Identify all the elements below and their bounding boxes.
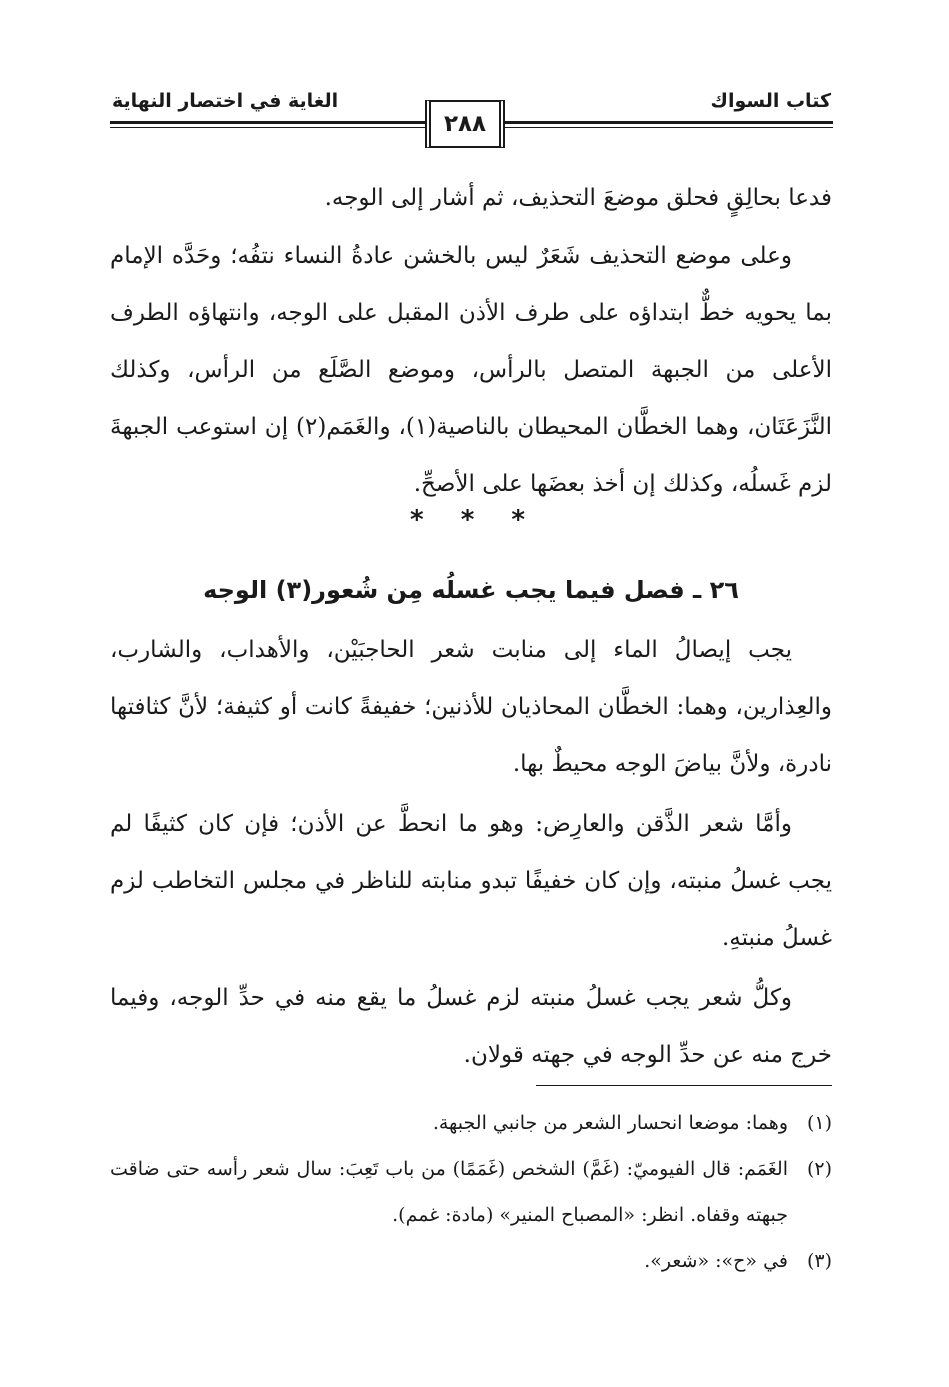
paragraph-1 [110, 170, 832, 227]
paragraph-text: وأمَّا شعر الذَّقن والعارِض: وهو ما انحطَّ عن الأذن؛ فإن كان كثيفًا لم يجب غسلُ منبته، وإن كان خفيفًا تبدو منابته للناظر في مجلس التخاطب لزم غسلُ منبتهِ. [110, 811, 832, 951]
paragraph-3 [110, 622, 832, 793]
paragraph-text: وعلى موضع التحذيف شَعَرٌ ليس بالخشن عادةُ النساء نتفُه؛ وحَدَّه الإمام بما يحويه خطٌّ ابتداؤه على طرف الأذن المقبل على الوجه، وانتهاؤه الطرف الأعلى من الجبهة المتصل بالرأس، وموضع الصَّلَع من الرأس، وكذلك النَّزَعَتَان، وهما الخطَّان المحيطان بالناصية(١)، والغَمَم(٢) إن استوعب الجبهةَ لزم غَسلُه، وكذلك إن أخذ بعضَها على الأصحِّ. [110, 243, 833, 497]
section-separator-stars: * * * [410, 505, 539, 535]
footnote-text: وهما: موضعا انحسار الشعر من جانبي الجبهة. [432, 1112, 788, 1134]
running-header-work-title: الغاية في اختصار النهاية [112, 90, 339, 112]
footnotes [110, 1100, 832, 1284]
paragraph-5 [110, 970, 832, 1084]
footnote-1 [110, 1100, 832, 1146]
footnote-number: (٢) [806, 1158, 832, 1180]
footnote-text: الغَمَم: قال الفيوميّ: (غَمَّ) الشخص (غَمَمًا) من باب تَعِبَ: سال شعر رأسه حتى ضاقت جبهته وقفاه. انظر: «المصباح المنير» (مادة: غمم). [110, 1158, 788, 1226]
page-number: ٢٨٨ [443, 111, 487, 137]
paragraph-4 [110, 796, 832, 967]
section-heading: ٢٦ ـ فصل فيما يجب غسلُه مِن شُعور(٣) الوجه [203, 576, 739, 604]
page-number-frame [425, 100, 505, 148]
running-header-book-title: كتاب السواك [710, 90, 831, 112]
paragraph-text: وكلُّ شعر يجب غسلُ منبته لزم غسلُ ما يقع منه في حدِّ الوجه، وفيما خرج منه عن حدِّ الوجه في جهته قولان. [110, 985, 832, 1068]
paragraph-2 [110, 228, 832, 513]
paragraph-text: فدعا بحالِقٍ فحلق موضعَ التحذيف، ثم أشار إلى الوجه. [324, 185, 832, 211]
footnote-2 [110, 1146, 832, 1238]
paragraph-text: يجب إيصالُ الماء إلى منابت شعر الحاجبَيْن، والأهداب، والشارب، والعِذارين، وهما: الخطَّان المحاذيان للأذنين؛ خفيفةً كانت أو كثيفة؛ لأنَّ كثافتها نادرة، ولأنَّ بياضَ الوجه محيطٌ بها. [110, 637, 832, 777]
footnote-number: (٣) [806, 1250, 832, 1272]
footnote-separator [536, 1085, 832, 1086]
footnote-number: (١) [806, 1112, 832, 1134]
footnote-3 [110, 1238, 832, 1284]
footnote-text: في «ح»: «شعر». [644, 1250, 788, 1272]
